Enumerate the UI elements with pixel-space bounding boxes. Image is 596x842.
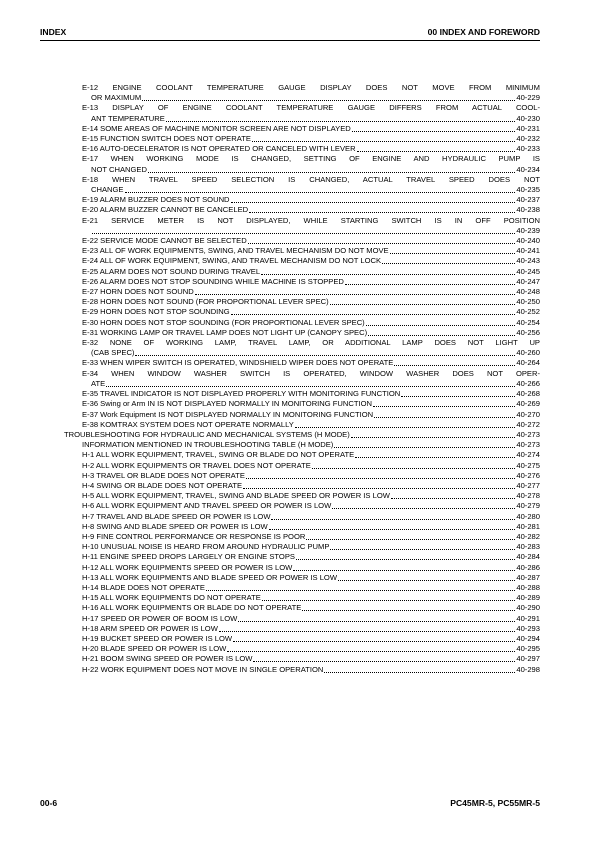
dot-leader [357,144,516,152]
dot-leader [338,573,515,581]
dot-leader [227,644,515,652]
toc-page-ref: 40-276 [516,470,540,480]
toc-page-ref: 40-230 [516,113,540,123]
toc-entry-text: H-22 WORK EQUIPMENT DOES NOT MOVE IN SINGLE OPERATION [82,664,324,674]
toc-entry-text: ANT TEMPERATURE [91,113,165,123]
toc-page-ref: 40-286 [516,562,540,572]
toc-entry-text: ATE [91,378,106,388]
toc-page-ref: 40-247 [516,276,540,286]
toc-page-ref: 40-272 [516,419,540,429]
toc-page-ref: 40-264 [516,358,540,368]
toc-entry[interactable] [64,461,540,471]
toc-entry-text: H-18 ARM SPEED OR POWER IS LOW [82,623,218,633]
toc-entry-text: E-23 ALL OF WORK EQUIPMENTS, SWING, AND TRAVEL MECHANISM DO NOT MOVE [82,246,389,256]
toc-entry-text: H-6 ALL WORK EQUIPMENT AND TRAVEL SPEED OR POWER IS LOW [82,501,332,511]
toc-entry-text: E-12 ENGINE COOLANT TEMPERATURE GAUGE DISPLAY DOES NOT MOVE FROM MINIMUM [82,83,540,92]
toc-entry[interactable] [64,481,540,491]
toc-entry[interactable] [64,83,540,103]
toc-entry[interactable] [64,440,540,450]
toc-entry-text: E-33 WHEN WIPER SWITCH IS OPERATED, WINDSHIELD WIPER DOES NOT OPERATE [82,358,394,368]
toc-entry[interactable] [64,399,540,409]
dot-leader [374,410,515,418]
dot-leader [293,563,515,571]
toc-entry[interactable] [64,175,540,195]
dot-leader [125,185,516,193]
dot-leader [271,512,515,520]
toc-entry[interactable] [64,410,540,420]
toc-entry[interactable] [64,614,540,624]
toc-page-ref: 40-233 [516,144,540,154]
toc-entry[interactable] [64,144,540,154]
dot-leader [345,277,515,285]
toc-page-ref: 40-254 [516,317,540,327]
toc-page-ref: 40-278 [516,491,540,501]
toc-page-ref: 40-293 [516,623,540,633]
toc-page-ref: 40-287 [516,572,540,582]
toc-entry[interactable] [64,277,540,287]
toc-entry-text: E-24 ALL OF WORK EQUIPMENT, SWING, AND TRAVEL MECHANISM DO NOT LOCK [82,256,382,266]
toc-page-ref: 40-231 [516,123,540,133]
toc-entry-text: E-20 ALARM BUZZER CANNOT BE CANCELED [82,205,249,215]
toc-entry[interactable] [64,205,540,215]
dot-leader [352,124,516,132]
toc-entry[interactable] [64,318,540,328]
toc-entry-text: H-19 BUCKET SPEED OR POWER IS LOW [82,633,233,643]
toc-page-ref: 40-291 [516,613,540,623]
toc-entry-text: H-9 FINE CONTROL PERFORMANCE OR RESPONSE IS POOR [82,531,306,541]
toc-entry-text: H-13 ALL WORK EQUIPMENTS AND BLADE SPEED OR POWER IS LOW [82,572,338,582]
toc-entry[interactable] [64,471,540,481]
toc-entry-text: E-15 FUNCTION SWITCH DOES NOT OPERATE [82,134,251,144]
toc-entry-text: E-27 HORN DOES NOT SOUND [82,287,194,297]
dot-leader [148,165,515,173]
toc-page-ref: 40-280 [516,511,540,521]
toc-entry-text: H-5 ALL WORK EQUIPMENT, TRAVEL, SWING AND BLADE SPEED OR POWER IS LOW [82,491,390,501]
toc-entry[interactable] [64,624,540,634]
toc-entry[interactable] [64,542,540,552]
toc-entry-text: H-20 BLADE SPEED OR POWER IS LOW [82,644,227,654]
page-number: 00-6 [40,798,58,808]
toc-entry[interactable] [64,256,540,266]
toc-entry[interactable] [64,532,540,542]
toc-entry[interactable] [64,644,540,654]
toc-entry-text: E-17 WHEN WORKING MODE IS CHANGED, SETTING OF ENGINE AND HYDRAULIC PUMP IS [82,154,540,164]
toc-page-ref: 40-295 [516,644,540,654]
toc-entry[interactable] [64,430,540,440]
toc-entry-text: E-16 AUTO-DECELERATOR IS NOT OPERATED OR CANCELED WITH LEVER [82,144,356,154]
toc-entry[interactable] [64,491,540,501]
toc-page-ref: 40-232 [516,134,540,144]
toc-page-ref: 40-281 [516,521,540,531]
toc-entry-text: CHANGE [91,185,124,195]
toc-page-ref: 40-248 [516,287,540,297]
dot-leader [261,267,515,275]
toc-page-ref: 40-239 [516,225,540,235]
dot-leader [262,593,516,601]
toc-page-ref: 40-234 [516,164,540,174]
dot-leader [238,614,515,622]
dot-leader [135,348,515,356]
toc-entry[interactable] [64,552,540,562]
toc-entry-text: E-22 SERVICE MODE CANNOT BE SELECTED [82,236,247,246]
dot-leader [394,358,515,366]
toc-entry-text: E-30 HORN DOES NOT STOP SOUNDING (FOR PROPORTIONAL LEVER SPEC) [82,317,365,327]
toc-entry[interactable] [64,501,540,511]
toc-entry[interactable] [64,573,540,583]
dot-leader [391,491,515,499]
toc-page-ref: 40-277 [516,480,540,490]
toc-page-ref: 40-274 [516,450,540,460]
dot-leader [195,287,516,295]
toc-entry-text: H-1 ALL WORK EQUIPMENT, TRAVEL, SWING OR BLADE DO NOT OPERATE [82,450,355,460]
dot-leader [166,114,516,122]
toc-entry[interactable] [64,134,540,144]
dot-leader [269,522,516,530]
dot-leader [249,205,515,213]
toc-entry-text: H-3 TRAVEL OR BLADE DOES NOT OPERATE [82,470,245,480]
dot-leader [368,328,515,336]
toc-page-ref: 40-260 [516,348,540,358]
table-of-contents [64,83,540,675]
toc-entry[interactable] [64,267,540,277]
dot-leader [302,603,515,611]
toc-entry[interactable] [64,328,540,338]
toc-page-ref: 40-240 [516,236,540,246]
header-chapter-title: 00 INDEX AND FOREWORD [427,27,540,37]
toc-page-ref: 40-290 [516,603,540,613]
header-section-label: INDEX [40,27,67,37]
toc-entry[interactable] [64,583,540,593]
toc-entry-text: E-37 Work Equipment IS NOT DISPLAYED NORMALLY IN MONITORING FUNCTION [82,409,374,419]
toc-page-ref: 40-298 [516,664,540,674]
dot-leader [295,420,516,428]
toc-entry-text: E-38 KOMTRAX SYSTEM DOES NOT OPERATE NORMALLY [82,419,294,429]
toc-entry-text: E-21 SERVICE METER IS NOT DISPLAYED, WHILE STARTING SWITCH IS IN OFF POSITION [82,215,540,225]
toc-entry-text: TROUBLESHOOTING FOR HYDRAULIC AND MECHANICAL SYSTEMS (H MODE) [64,429,350,439]
toc-entry-text: H-15 ALL WORK EQUIPMENTS DO NOT OPERATE [82,593,261,603]
dot-leader [330,297,516,305]
dot-leader [351,430,516,438]
toc-entry[interactable] [64,603,540,613]
toc-entry-text: E-32 NONE OF WORKING LAMP, TRAVEL LAMP, OR ADDITIONAL LAMP DOES NOT LIGHT UP [82,338,540,348]
toc-entry[interactable] [64,246,540,256]
toc-entry[interactable] [64,124,540,134]
toc-entry-text: H-17 SPEED OR POWER OF BOOM IS LOW [82,613,238,623]
toc-page-ref: 40-229 [516,93,540,103]
toc-entry-text: H-12 ALL WORK EQUIPMENTS SPEED OR POWER IS LOW [82,562,293,572]
toc-entry-text: E-31 WORKING LAMP OR TRAVEL LAMP DOES NOT LIGHT UP (CANOPY SPEC) [82,327,368,337]
dot-leader [373,399,515,407]
dot-leader [330,542,515,550]
page-footer [40,798,540,810]
toc-entry-text: E-14 SOME AREAS OF MACHINE MONITOR SCREEN ARE NOT DISPLAYED [82,123,351,133]
dot-leader [306,532,515,540]
toc-entry-text: E-36 Swing or Arm IN IS NOT DISPLAYED NORMALLY IN MONITORING FUNCTION [82,399,373,409]
machine-model: PC45MR-5, PC55MR-5 [450,798,540,808]
toc-page-ref: 40-256 [516,327,540,337]
toc-entry-text: (CAB SPEC) [91,348,135,358]
toc-page-ref: 40-241 [516,246,540,256]
toc-entry[interactable] [64,512,540,522]
toc-page-ref: 40-279 [516,501,540,511]
toc-entry-text: H-4 SWING OR BLADE DOES NOT OPERATE [82,480,243,490]
toc-entry[interactable] [64,389,540,399]
toc-entry-text: E-19 ALARM BUZZER DOES NOT SOUND [82,195,230,205]
toc-entry-text: E-18 WHEN TRAVEL SPEED SELECTION IS CHANGED, ACTUAL TRAVEL SPEED DOES NOT [82,174,540,184]
dot-leader [246,471,515,479]
dot-leader [106,379,515,387]
toc-entry[interactable] [64,420,540,430]
toc-entry[interactable] [64,450,540,460]
dot-leader [390,246,516,254]
toc-entry-text: E-13 DISPLAY OF ENGINE COOLANT TEMPERATURE GAUGE DIFFERS FROM ACTUAL COOL- [82,103,540,113]
dot-leader [233,634,515,642]
dot-leader [248,236,516,244]
toc-page-ref: 40-269 [516,399,540,409]
toc-page-ref: 40-273 [516,429,540,439]
toc-page-ref: 40-297 [516,654,540,664]
dot-leader [332,501,515,509]
toc-page-ref: 40-273 [516,440,540,450]
toc-entry-text: NOT CHANGED [91,164,147,174]
toc-page-ref: 40-268 [516,389,540,399]
toc-page-ref: 40-275 [516,460,540,470]
toc-entry[interactable] [64,338,540,358]
toc-entry[interactable] [64,195,540,205]
dot-leader [206,583,515,591]
toc-entry-text: E-29 HORN DOES NOT STOP SOUNDING [82,307,230,317]
toc-entry-text: H-16 ALL WORK EQUIPMENTS OR BLADE DO NOT OPERATE [82,603,302,613]
toc-entry-text: H-2 ALL WORK EQUIPMENTS OR TRAVEL DOES NOT OPERATE [82,460,311,470]
dot-leader [334,440,515,448]
dot-leader [312,461,516,469]
toc-page-ref: 40-238 [516,205,540,215]
toc-entry[interactable] [64,563,540,573]
dot-leader [296,552,515,560]
toc-entry[interactable] [64,236,540,246]
toc-entry[interactable] [64,634,540,644]
toc-entry-text: INFORMATION MENTIONED IN TROUBLESHOOTING TABLE (H MODE) [82,440,334,450]
toc-entry[interactable] [64,287,540,297]
toc-entry-text: H-11 ENGINE SPEED DROPS LARGELY OR ENGINE STOPS [82,552,295,562]
toc-entry-text: E-35 TRAVEL INDICATOR IS NOT DISPLAYED PROPERLY WITH MONITORING FUNCTION [82,389,401,399]
toc-page-ref: 40-243 [516,256,540,266]
page-header [40,26,540,41]
dot-leader [366,318,516,326]
toc-entry-text: H-21 BOOM SWING SPEED OR POWER IS LOW [82,654,253,664]
toc-entry-text: E-25 ALARM DOES NOT SOUND DURING TRAVEL [82,266,261,276]
dot-leader [401,389,515,397]
toc-page-ref: 40-266 [516,378,540,388]
toc-page-ref: 40-252 [516,307,540,317]
toc-entry-text: OR MAXIMUM [91,93,142,103]
toc-page-ref: 40-283 [516,542,540,552]
toc-entry[interactable] [64,665,540,675]
toc-page-ref: 40-284 [516,552,540,562]
toc-entry[interactable] [64,369,540,389]
dot-leader [243,481,515,489]
toc-entry-text: E-34 WHEN WINDOW WASHER SWITCH IS OPERATED, WINDOW WASHER DOES NOT OPER- [82,368,540,378]
toc-entry-text: E-26 ALARM DOES NOT STOP SOUNDING WHILE MACHINE IS STOPPED [82,276,344,286]
dot-leader [252,134,515,142]
toc-entry-text: E-28 HORN DOES NOT SOUND (FOR PROPORTIONAL LEVER SPEC) [82,297,329,307]
toc-entry[interactable] [64,307,540,317]
dot-leader [219,624,515,632]
toc-page-ref: 40-250 [516,297,540,307]
toc-entry-text: H-8 SWING AND BLADE SPEED OR POWER IS LOW [82,521,268,531]
dot-leader [355,450,515,458]
dot-leader [382,256,515,264]
toc-entry[interactable] [64,103,540,123]
dot-leader [142,93,515,101]
dot-leader [253,654,515,662]
toc-page-ref: 40-245 [516,266,540,276]
toc-page-ref: 40-270 [516,409,540,419]
toc-page-ref: 40-294 [516,633,540,643]
toc-page-ref: 40-289 [516,593,540,603]
toc-entry-text: H-10 UNUSUAL NOISE IS HEARD FROM AROUND HYDRAULIC PUMP [82,542,330,552]
toc-entry[interactable] [64,154,540,174]
toc-entry[interactable] [64,216,540,236]
dot-leader [324,665,515,673]
toc-page-ref: 40-282 [516,531,540,541]
toc-entry[interactable] [64,522,540,532]
dot-leader [231,307,516,315]
dot-leader [231,195,516,203]
toc-entry-text: H-7 TRAVEL AND BLADE SPEED OR POWER IS LOW [82,511,271,521]
toc-page-ref: 40-235 [516,185,540,195]
toc-entry[interactable] [64,654,540,664]
toc-page-ref: 40-288 [516,582,540,592]
toc-entry[interactable] [64,593,540,603]
toc-entry-text: H-14 BLADE DOES NOT OPERATE [82,582,205,592]
toc-entry[interactable] [64,297,540,307]
dot-leader [92,226,515,234]
toc-page-ref: 40-237 [516,195,540,205]
toc-entry[interactable] [64,358,540,368]
